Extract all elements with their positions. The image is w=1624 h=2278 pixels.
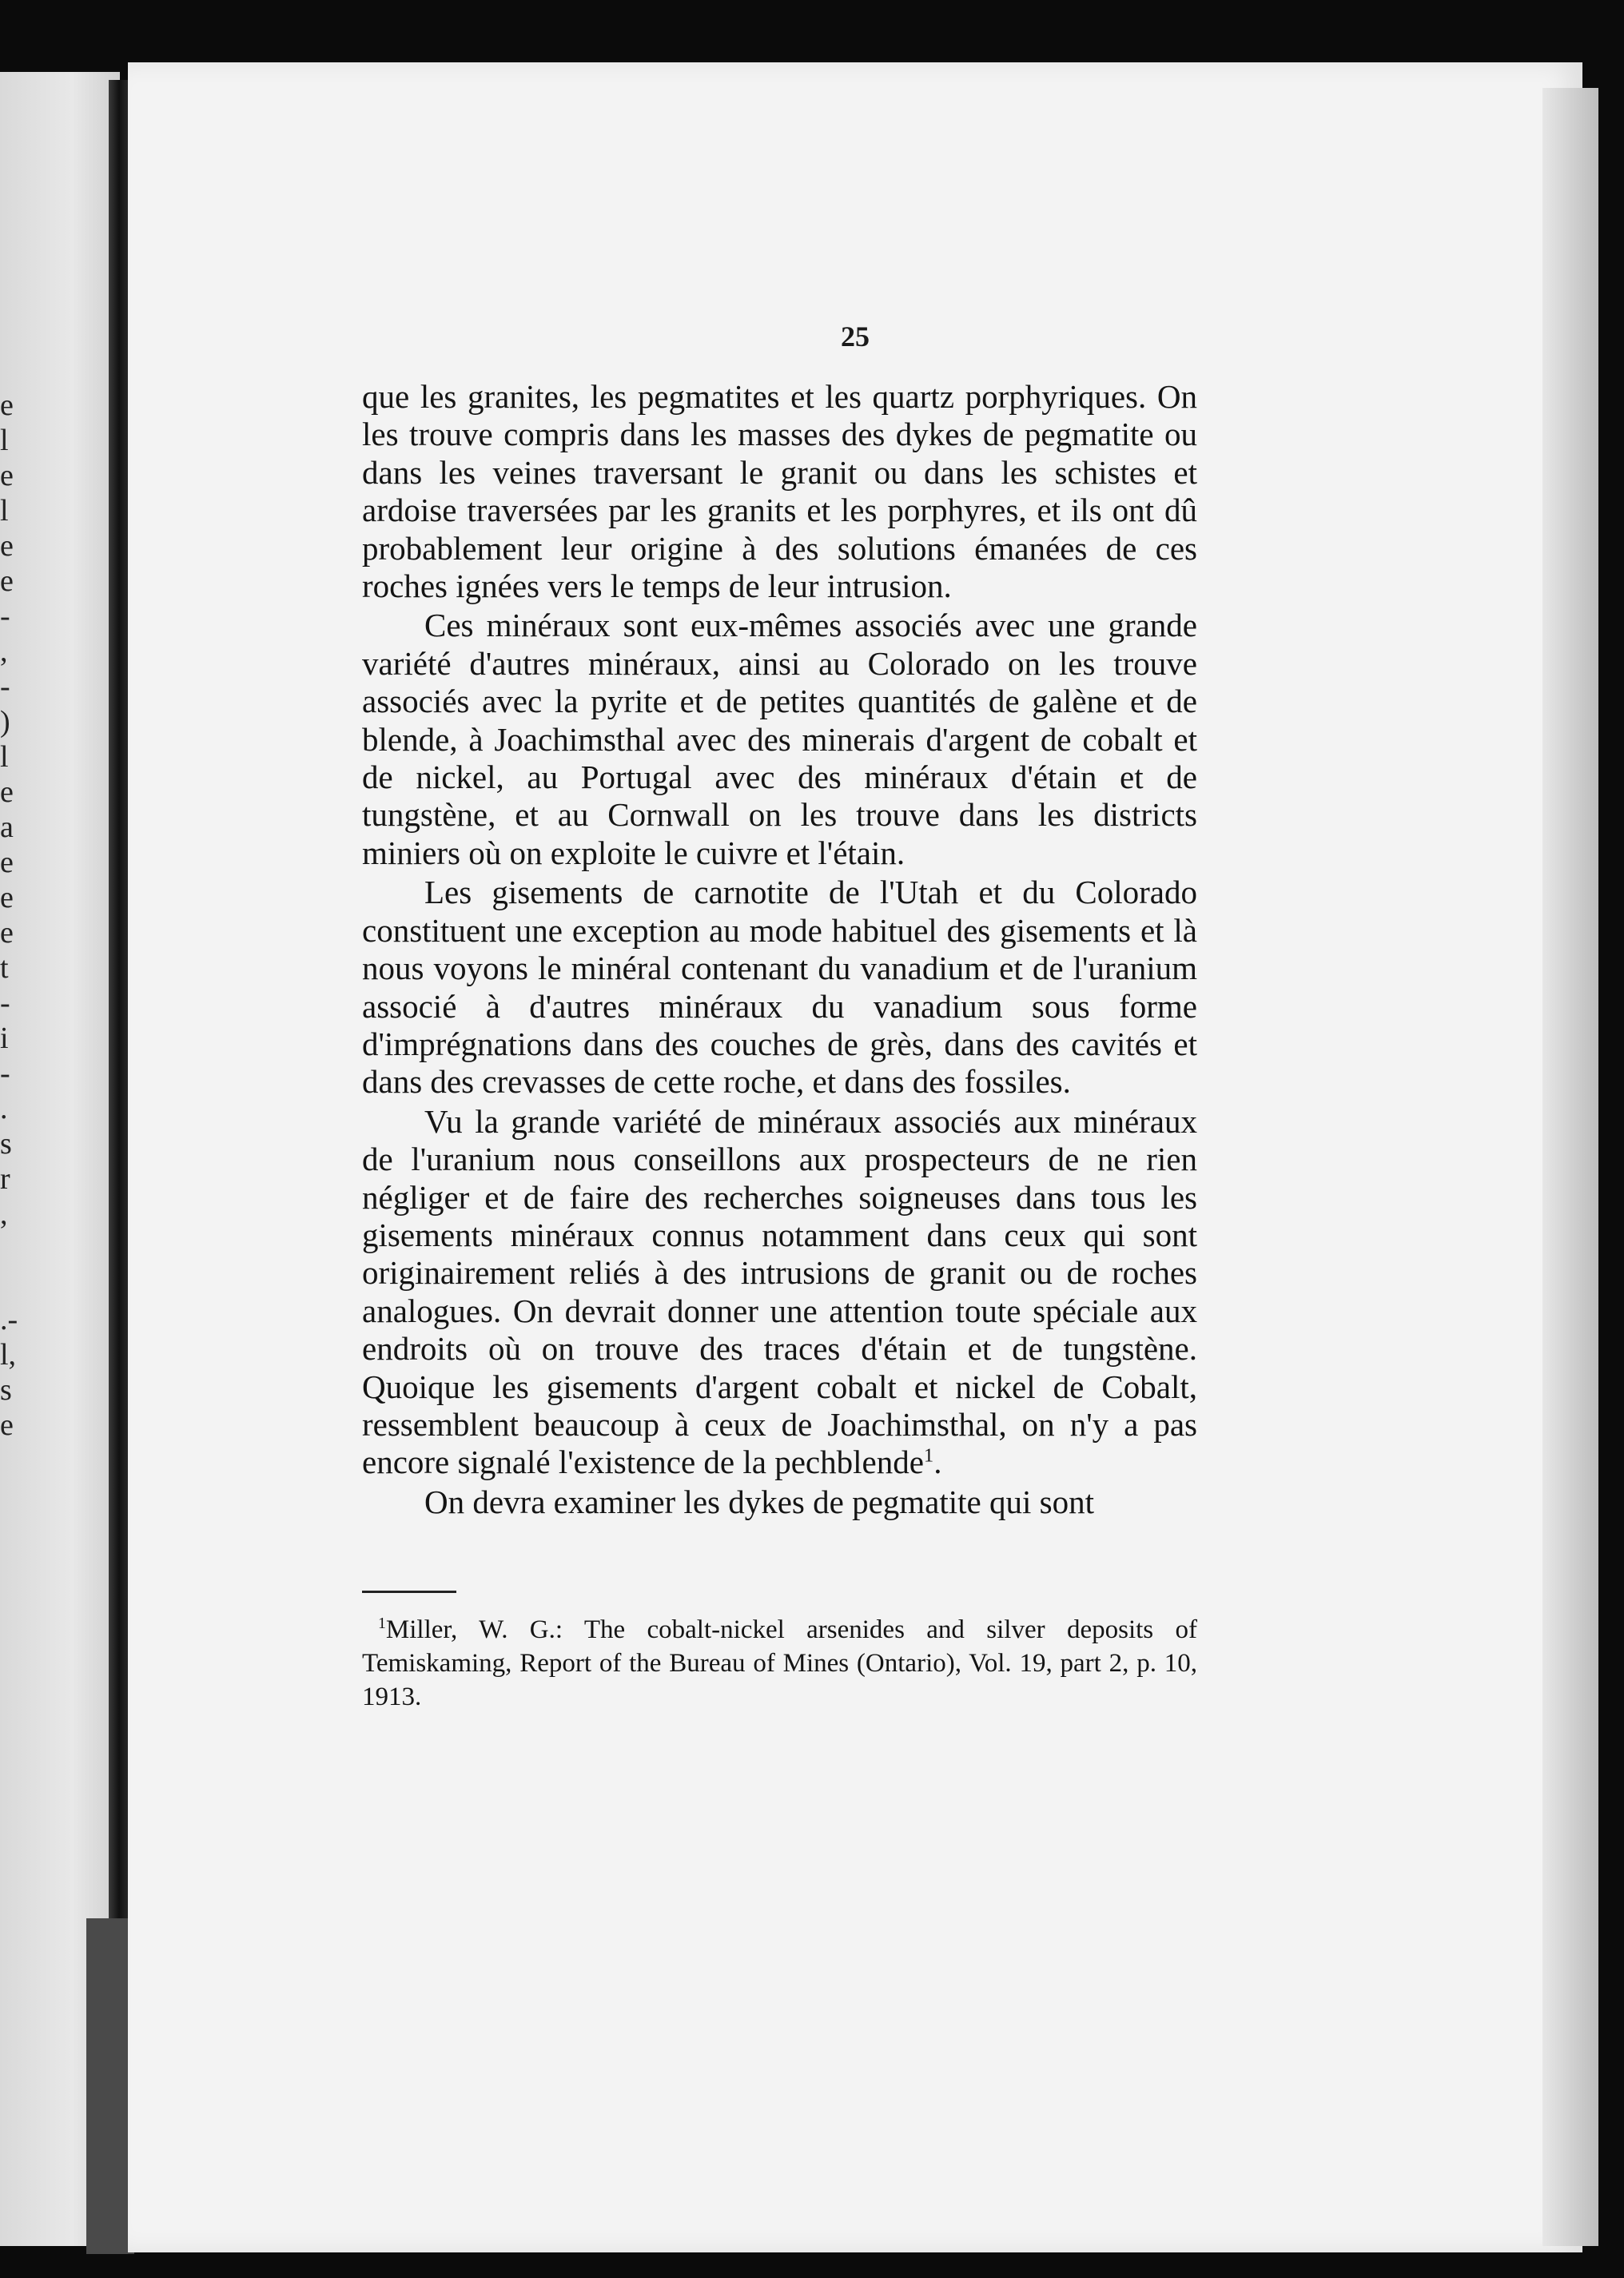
edge-char: e [0,459,14,492]
edge-char: e [0,529,14,563]
edge-char: e [0,846,14,879]
edge-char: s [0,1127,12,1161]
book-page [128,62,1582,2252]
spine-shadow [86,1918,134,2254]
paragraph-text: Vu la grande variété de minéraux associés aux minéraux de l'uranium nous conseillons aux prospecteurs de ne rien négliger et de faire des recherches soigneuses dans tous les gisements minéraux connus notamment dans ceux qui sont originairement reliés à des intrusions de granit ou de roches analogues. On devrait donner une attention toute spéciale aux endroits où on trouve des traces d'étain et de tungstène. Quoique les gisements d'argent cobalt et nickel de Cobalt, ressemblent beaucoup à ceux de Joachimsthal, on n'y a pas encore signalé l'existence de la pechblende [362,1102,1197,1481]
edge-char: l [0,424,9,457]
page-number: 25 [841,321,870,352]
paragraph: Ces minéraux sont eux-mêmes associés avec une grande variété d'autres minéraux, ainsi au Colorado on les trouve associés avec la pyrite et de petites quantités de galène et de blende, à Joachimsthal avec des minerais d'argent de cobalt et de nickel, au Portugal avec des minéraux d'étain et de tungstène, et au Cornwall on les trouve dans les districts miniers où on exploite le cuivre et l'étain. [362,607,1197,871]
edge-char: - [0,599,10,633]
edge-char: a [0,810,14,844]
edge-char: . [0,1092,8,1125]
footnote [362,1613,1197,1714]
edge-char [0,1267,18,1302]
edge-char: , [0,1197,8,1231]
edge-char: - [0,1057,10,1090]
edge-char: s [0,1373,12,1407]
edge-char: - [0,986,10,1020]
paragraph: On devra examiner les dykes de pegmatite qui sont [424,1483,1094,1520]
edge-char: t [0,951,9,985]
page-edge-shadow [1542,88,1598,2246]
edge-char: l [0,740,9,774]
edge-char: e [0,916,14,950]
edge-char: - [0,670,10,703]
edge-char: e [0,775,14,809]
edge-char: l, [0,1338,17,1372]
footnote-text: Miller, W. G.: The cobalt-nickel arsenides and silver deposits of Temiskaming, Report of the Bureau of Mines (Ontario), Vol. 19, part 2, p. 10, 1913. [362,1615,1197,1711]
paragraph: Les gisements de carnotite de l'Utah et du Colorado constituent une exception au mode habituel des gisements et là nous voyons le minéral contenant du vanadium et de l'uranium associé à d'autres minéraux du vanadium sous forme d'imprégnations dans des couches de grès, dans des cavités et dans des crevasses de cette roche, et dans des fossiles. [362,874,1197,1101]
edge-char: e [0,564,14,598]
edge-char: e [0,881,14,914]
edge-char: .- [0,1303,18,1336]
edge-char: e [0,1408,14,1442]
edge-char: ) [0,705,10,739]
paragraph: Vu la grande variété de minéraux associés aux minéraux de l'uranium nous conseillons aux prospecteurs de ne rien négliger et de faire des recherches soigneuses dans tous les gisements minéraux connus notamment dans ceux qui sont originairement reliés à des intrusions de granit ou de roches analogues. On devrait donner une attention toute spéciale aux endroits où on trouve des traces d'étain et de tungstène. Quoique les gisements d'argent cobalt et nickel de Cobalt, ressemblent beaucoup à ceux de Joachimsthal, on n'y a pas encore signalé l'existence de la pechblende$^1$. [362,1102,1197,1481]
paragraph: que les granites, les pegmatites et les quartz porphyriques. On les trouve compris dans les masses des dykes de pegmatite ou dans les veines traversant le granit ou dans les schistes et ardoise traversées par les granits et les porphyres, et ils ont dû probablement leur origine à des solutions émanées de ces roches ignées vers le temps de leur intrusion. [362,378,1197,605]
footnote-rule [362,1591,456,1593]
previous-page-edge-text [0,388,18,1443]
body-text [362,378,1197,1523]
edge-char: e [0,388,14,422]
edge-char [0,1232,18,1267]
edge-char: , [0,635,8,668]
footnote-marker: 1 [378,1615,386,1632]
edge-char: r [0,1162,10,1196]
edge-char: l [0,494,9,528]
book-spine [109,80,129,2238]
edge-char: i [0,1022,9,1055]
footnote-reference: 1 [923,1444,934,1467]
